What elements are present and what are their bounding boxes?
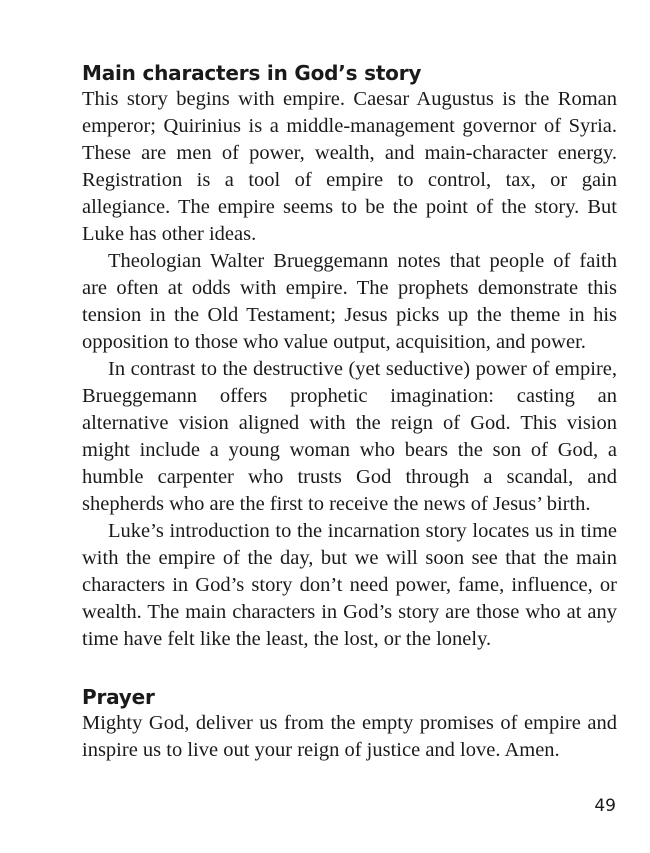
paragraph-2: Theologian Walter Brueggemann notes that people of faith are often at odds with empire. The prophets demonstrate this tension in the Old Testament; Jesus picks up the theme in his opposition to those who value output, acquisition, and power. — [82, 250, 617, 353]
section-heading-prayer: Prayer — [82, 685, 155, 709]
paragraph-1: This story begins with empire. Caesar Augustus is the Roman emperor; Quirinius is a middle-management governor of Syria. These are men of power, wealth, and main-character energy. Registration is a tool of empire to control, tax, or gain allegiance. The empire seems to be the point of the story. But Luke has other ideas. — [82, 88, 617, 245]
paragraph-4: Luke’s introduction to the incarnation story locates us in time with the empire of the day, but we will soon see that the main characters in God’s story don’t need power, fame, influence, or wealth. The main characters in God’s story are those who at any time have felt like the least, the lost, or the lonely. — [82, 520, 617, 650]
section-heading-main-characters: Main characters in God’s story — [82, 61, 422, 85]
page-content — [82, 60, 617, 764]
page-number: 49 — [594, 796, 616, 816]
prayer-text: Mighty God, deliver us from the empty promises of empire and inspire us to live out your reign of justice and love. Amen. — [82, 712, 617, 761]
paragraph-3: In contrast to the destructive (yet seductive) power of empire, Brueggemann offers prophetic imagination: casting an alternative vision aligned with the reign of God. This vision might include a young woman who bears the son of God, a humble carpenter who trusts God through a scandal, and shepherds who are the first to receive the news of Jesus’ birth. — [82, 358, 617, 515]
